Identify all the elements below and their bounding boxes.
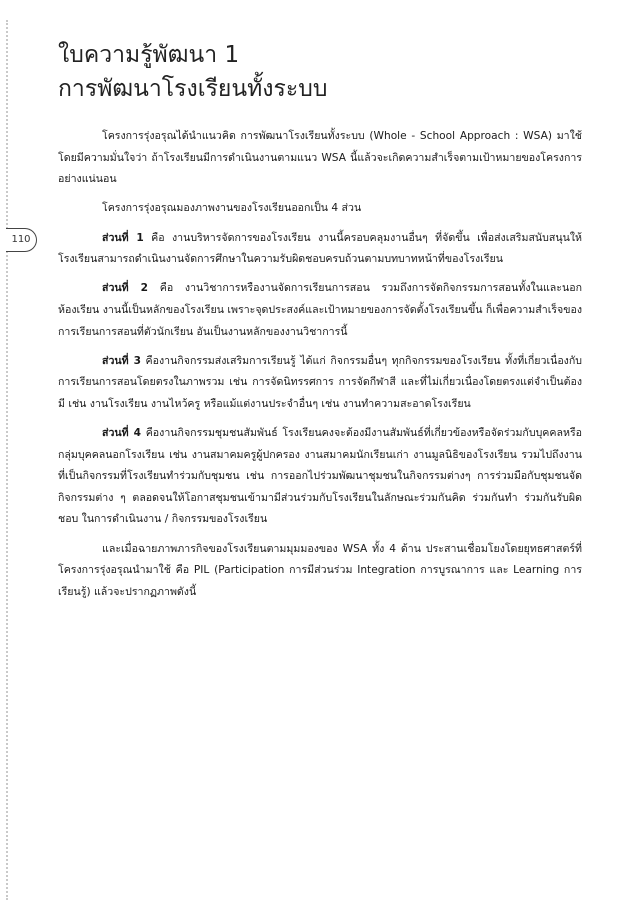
paragraph-text: คือ งานบริหารจัดการของโรงเรียน งานนี้ครอบคลุมงานอื่นๆ ที่จัดขึ้น เพื่อส่งเสริมสนับสนุนให้โรงเรียนสามารถดำเนินงานจัดการศึกษาในความรับผิดชอบครบถ้วนตามบทบาทหน้าที่ของโรงเรียน [58, 231, 583, 266]
paragraph-text: โครงการรุ่งอรุณได้นำแนวคิด การพัฒนาโรงเรียนทั้งระบบ (Whole - School Approach : WSA) มาใช้ โดยมีความมั่นใจว่า ถ้าโรงเรียนมีการดำเนินงานตามแนว WSA นี้แล้วจะเกิดความสำเร็จตามเป้าหมายของโครงการอย่างแน่นอน [58, 130, 582, 186]
paragraph-four-parts [58, 198, 582, 220]
paragraph-lead: ส่วนที่ 3 [102, 354, 141, 367]
paragraph-text: โครงการรุ่งอรุณมองภาพงานของโรงเรียนออกเป็น 4 ส่วน [102, 202, 362, 215]
title-line-2: การพัฒนาโรงเรียนทั้งระบบ [58, 76, 328, 102]
page-number-tab: 110 [6, 228, 37, 252]
paragraph-part-1 [58, 228, 582, 271]
paragraph-part-4 [58, 423, 582, 531]
paragraph-text: และเมื่อฉายภาพภารกิจของโรงเรียนตามมุมมองของ WSA ทั้ง 4 ด้าน ประสานเชื่อมโยงโดยยุทธศาสตร์ที่โครงการรุ่งอรุณนำมาใช้ คือ PIL (Participation การมีส่วนร่วม Integration การบูรณาการ และ Learning การเรียนรู้) แล้วจะปรากฏภาพดังนี้ [58, 542, 582, 598]
paragraph-intro [58, 126, 582, 191]
paragraph-part-2 [58, 278, 582, 343]
paragraph-lead: ส่วนที่ 2 [102, 282, 149, 295]
paragraph-lead: ส่วนที่ 4 [102, 427, 142, 440]
paragraph-part-3 [58, 351, 582, 416]
paragraph-conclusion [58, 539, 582, 604]
paragraph-text: คืองานกิจกรรมส่งเสริมการเรียนรู้ ได้แก่ กิจกรรมอื่นๆ ทุกกิจกรรมของโรงเรียน ทั้งที่เกี่ยวเนื่องกับการเรียนการสอนโดยตรงในภาพรวม เช่น การจัดนิทรรศการ การจัดกีฬาสี และที่ไม่เกี่ยวเนื่องโดยตรงแต่จำเป็นต้องมี เช่น งานโรงเรียน งานไหว้ครู หรือแม้แต่งานประจำอื่นๆ เช่น งานทำความสะอาดโรงเรียน [58, 354, 582, 410]
document-body [58, 126, 582, 611]
page-title [58, 38, 598, 106]
paragraph-text: คืองานกิจกรรมชุมชนสัมพันธ์ โรงเรียนคงจะต้องมีงานสัมพันธ์ที่เกี่ยวข้องหรือจัดร่วมกับบุคคลหรือกลุ่มบุคคลนอกโรงเรียน เช่น งานสมาคมครูผู้ปกครอง งานสมาคมนักเรียนเก่า งานมูลนิธิของโรงเรียน รวมไปถึงงานที่เป็นกิจกรรมที่โรงเรียนทำร่วมกับชุมชน เช่น การออกไปร่วมพัฒนาชุมชนในกิจกรรมต่างๆ การร่วมมือกับชุมชนจัดกิจกรรมต่าง ๆ ตลอดจนให้โอกาสชุมชนเข้ามามีส่วนร่วมกับโรงเรียนในลักษณะร่วมกันคิด ร่วมกันทำ ร่วมกันรับผิดชอบ ในการดำเนินงาน / กิจกรรมของโรงเรียน [58, 427, 582, 526]
paragraph-lead: ส่วนที่ 1 [102, 231, 144, 244]
margin-dotted-rule [6, 20, 8, 900]
paragraph-text: คือ งานวิชาการหรืองานจัดการเรียนการสอน รวมถึงการจัดกิจกรรมการสอนทั้งในและนอกห้องเรียน งานนี้เป็นหลักของโรงเรียน เพราะจุดประสงค์และเป้าหมายของการจัดตั้งโรงเรียนขึ้น ก็เพื่อความสำเร็จของการเรียนการสอนที่ตัวนักเรียน อันเป็นงานหลักของงานวิชาการนี้ [58, 282, 583, 338]
title-line-1: ใบความรู้พัฒนา 1 [58, 42, 240, 68]
